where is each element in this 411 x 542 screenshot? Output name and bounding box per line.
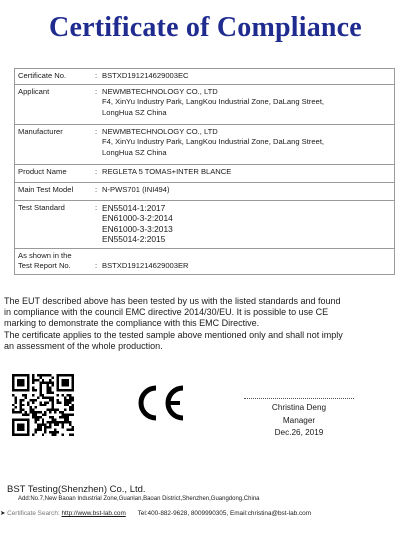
report-number: BSTXD191214629003ER [102,261,189,270]
table-row [15,84,395,124]
field-label [15,248,94,274]
contact-info: Tel:400-882-9628, 8009990305, Email:christina@bst-lab.com [137,510,312,517]
statement-line: marking to demonstrate the compliance with this EMC Directive. [4,318,260,329]
field-colon: : [93,164,99,182]
signature-block [244,398,354,440]
standard-item: EN61000-3-3:2013 [102,223,173,234]
applicant-line: LongHua SZ China [102,107,167,117]
product-name: REGLETA 5 TOMAS+INTER BLANCE [99,164,395,182]
footer [0,509,311,517]
statement-line: an assessment of the whole production. [4,340,163,351]
field-colon: : [93,124,99,164]
statement-line: in compliance with the council EMC directive 2014/30/EU. It is possible to use CE [4,307,329,318]
standard-item: EN55014-2:2015 [102,234,166,244]
field-label: Test Standard [15,200,94,248]
website-link[interactable]: http://www.bst-lab.com [61,510,126,517]
ce-mark-icon [130,383,186,423]
field-colon: : [93,69,99,85]
report-label-line: Test Report No. [18,261,71,270]
compliance-statement [4,296,406,352]
field-label: Main Test Model [15,182,94,200]
statement-line: The certificate applies to the tested sample above mentioned only and shall not imply [4,329,343,340]
table-row [15,124,395,164]
qr-code-icon[interactable] [12,374,74,436]
signature-line [244,398,354,399]
manufacturer-value [99,124,395,164]
manufacturer-line: NEWMBTECHNOLOGY CO., LTD [102,126,218,136]
field-colon: : [93,182,99,200]
company-address: Add:No.7,New Baoan Industrial Zone,Guanlan,Baoan District,Shenzhen,Guangdong,China [18,496,260,502]
table-row [15,248,395,274]
test-report-number [99,248,395,274]
standard-item: EN61000-3-2:2014 [102,213,173,223]
field-label: Certificate No. [15,69,94,85]
applicant-value [99,84,395,124]
field-label: Manufacturer [15,124,94,164]
test-standards [99,200,395,248]
standard-item: EN55014-1:2017 [102,202,166,213]
table-row [15,69,395,85]
colon-glyph: : [94,261,98,270]
manufacturer-line: LongHua SZ China [102,147,167,157]
table-row [15,182,395,200]
signatory-name: Christina Deng [271,403,327,412]
certificate-table [14,68,395,275]
certificate-number: BSTXD191214629003EC [99,69,395,85]
field-label: Applicant [15,84,94,124]
company-name: BST Testing(Shenzhen) Co., Ltd. [7,484,146,495]
statement-line: The EUT described above has been tested by us with the listed standards and found [4,296,341,306]
field-colon: : [93,200,99,248]
table-row [15,200,395,248]
signatory-role: Manager [282,415,316,425]
signature-date: Dec.26, 2019 [274,428,324,437]
field-label: Product Name [15,164,94,182]
certificate-search-label: Certificate Search: [7,510,60,517]
manufacturer-line: F4, XinYu Industry Park, LangKou Industrial Zone, DaLang Street, [102,137,325,146]
table-row [15,164,395,182]
arrow-icon: ➤ [0,510,6,517]
report-label-line: As shown in the [18,250,72,260]
main-test-model: N-PWS701 (INI494) [99,182,395,200]
document-title: Certificate of Compliance [49,12,362,43]
field-colon: : [93,84,99,124]
applicant-line: NEWMBTECHNOLOGY CO., LTD [102,86,218,96]
applicant-line: F4, XinYu Industry Park, LangKou Industrial Zone, DaLang Street, [102,97,325,106]
